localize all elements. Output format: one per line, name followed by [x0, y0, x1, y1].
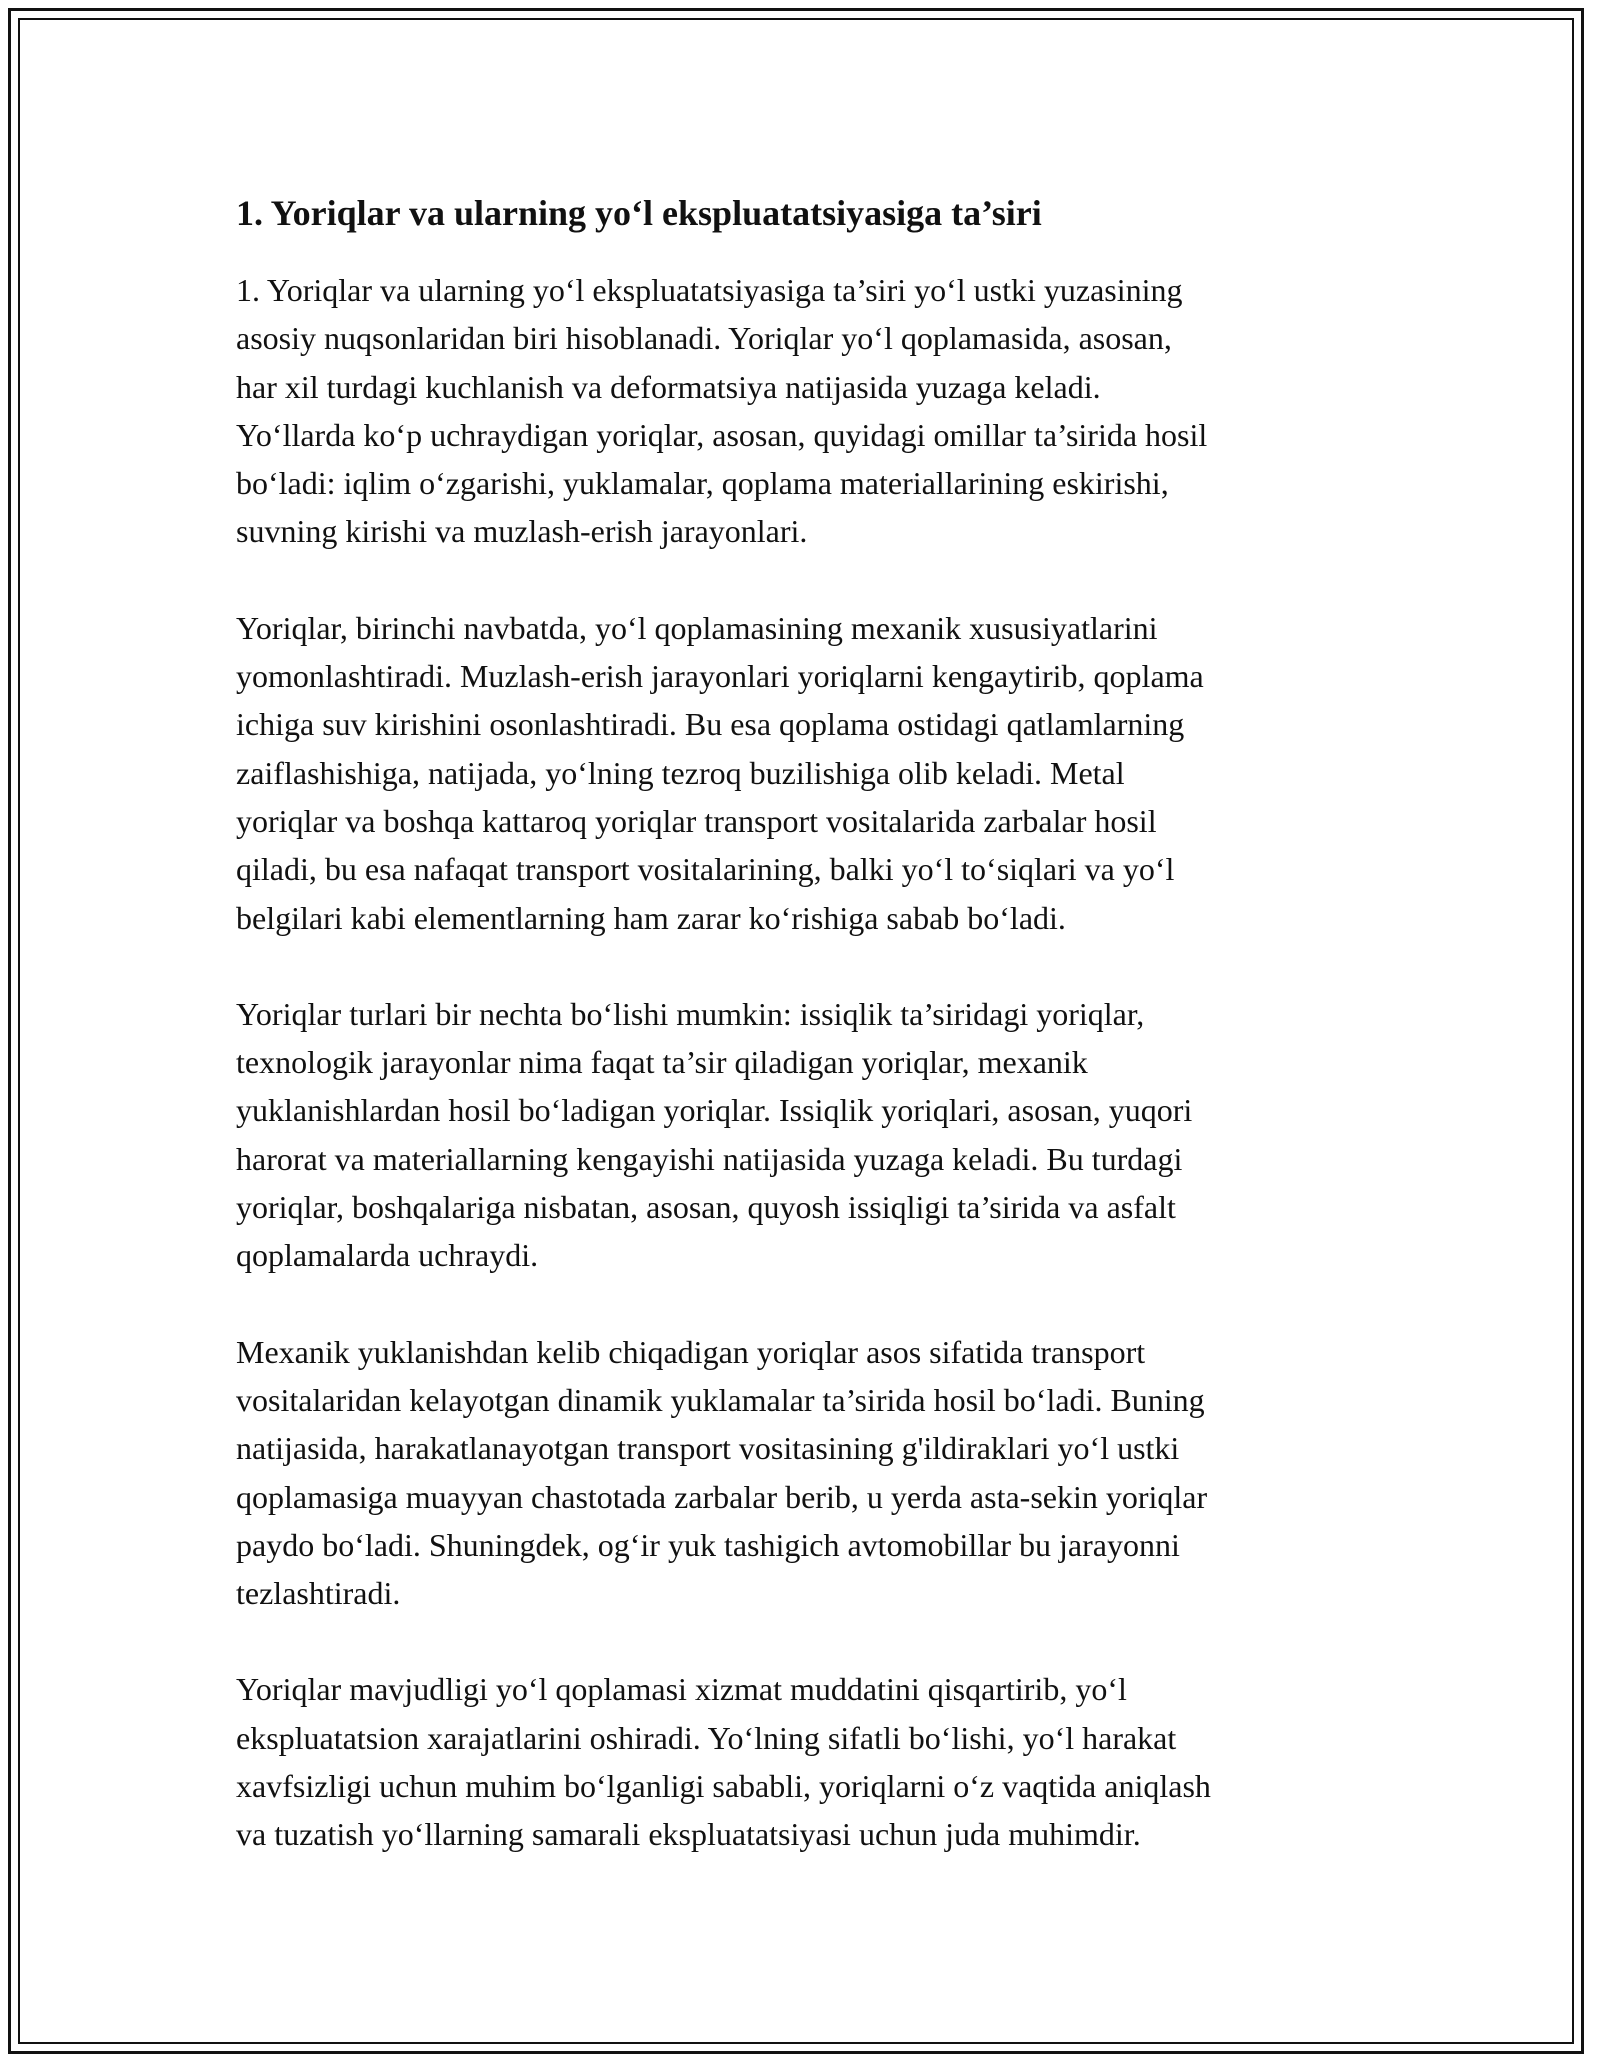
- paragraph-5: Yoriqlar mavjudligi yo‘l qoplamasi xizmat muddatini qisqartirib, yo‘l ekspluatatsion xarajatlarini oshiradi. Yo‘lning sifatli bo‘lishi, yo‘l harakat xavfsizligi uchun muhim bo‘lganligi sababli, yoriqlarni o‘z vaqtida aniqlash va tuzatish yo‘llarning samarali ekspluatatsiyasi uchun juda muhimdir.: [236, 1671, 1211, 1853]
- document-body: [236, 190, 1386, 1907]
- paragraph-4: Mexanik yuklanishdan kelib chiqadigan yoriqlar asos sifatida transport vositalaridan kelayotgan dinamik yuklamalar ta’sirida hosil bo‘ladi. Buning natijasida, harakatlanayotgan transport vositasining g'ildiraklari yo‘l ustki qoplamasiga muayyan chastotada zarbalar berib, u yerda asta-sekin yoriqlar paydo bo‘ladi. Shuningdek, og‘ir yuk tashigich avtomobillar bu jarayonni tezlashtiradi.: [236, 1333, 1208, 1612]
- paragraph-1: 1. Yoriqlar va ularning yo‘l ekspluatatsiyasiga ta’siri yo‘l ustki yuzasining asosiy nuqsonlaridan biri hisoblanadi. Yoriqlar yo‘l qoplamasida, asosan, har xil turdagi kuchlanish va deformatsiya natijasida yuzaga keladi. Yo‘llarda ko‘p uchraydigan yoriqlar, asosan, quyidagi omillar ta’sirida hosil bo‘ladi: iqlim o‘zgarishi, yuklamalar, qoplama materiallarining eskirishi, suvning kirishi va muzlash-erish jarayonlari.: [236, 272, 1208, 550]
- paragraph-2: Yoriqlar, birinchi navbatda, yo‘l qoplamasining mexanik xususiyatlarini yomonlashtiradi. Muzlash-erish jarayonlari yoriqlarni kengaytirib, qoplama ichiga suv kirishini osonlashtiradi. Bu esa qoplama ostidagi qatlamlarning zaiflashishiga, natijada, yo‘lning tezroq buzilishiga olib keladi. Metal yoriqlar va boshqa kattaroq yoriqlar transport vositalarida zarbalar hosil qiladi, bu esa nafaqat transport vositalarining, balki yo‘l to‘siqlari va yo‘l belgilari kabi elementlarning ham zarar ko‘rishiga sabab bo‘ladi.: [236, 609, 1204, 936]
- document-title: 1. Yoriqlar va ularning yo‘l ekspluatatsiyasiga ta’siri: [236, 193, 1042, 233]
- paragraph-3: Yoriqlar turlari bir nechta bo‘lishi mumkin: issiqlik ta’siridagi yoriqlar, texnologik jarayonlar nima faqat ta’sir qiladigan yoriqlar, mexanik yuklanishlardan hosil bo‘ladigan yoriqlar. Issiqlik yoriqlari, asosan, yuqori harorat va materiallarning kengayishi natijasida yuzaga keladi. Bu turdagi yoriqlar, boshqalariga nisbatan, asosan, quyosh issiqligi ta’sirida va asfalt qoplamalarda uchraydi.: [236, 995, 1193, 1274]
